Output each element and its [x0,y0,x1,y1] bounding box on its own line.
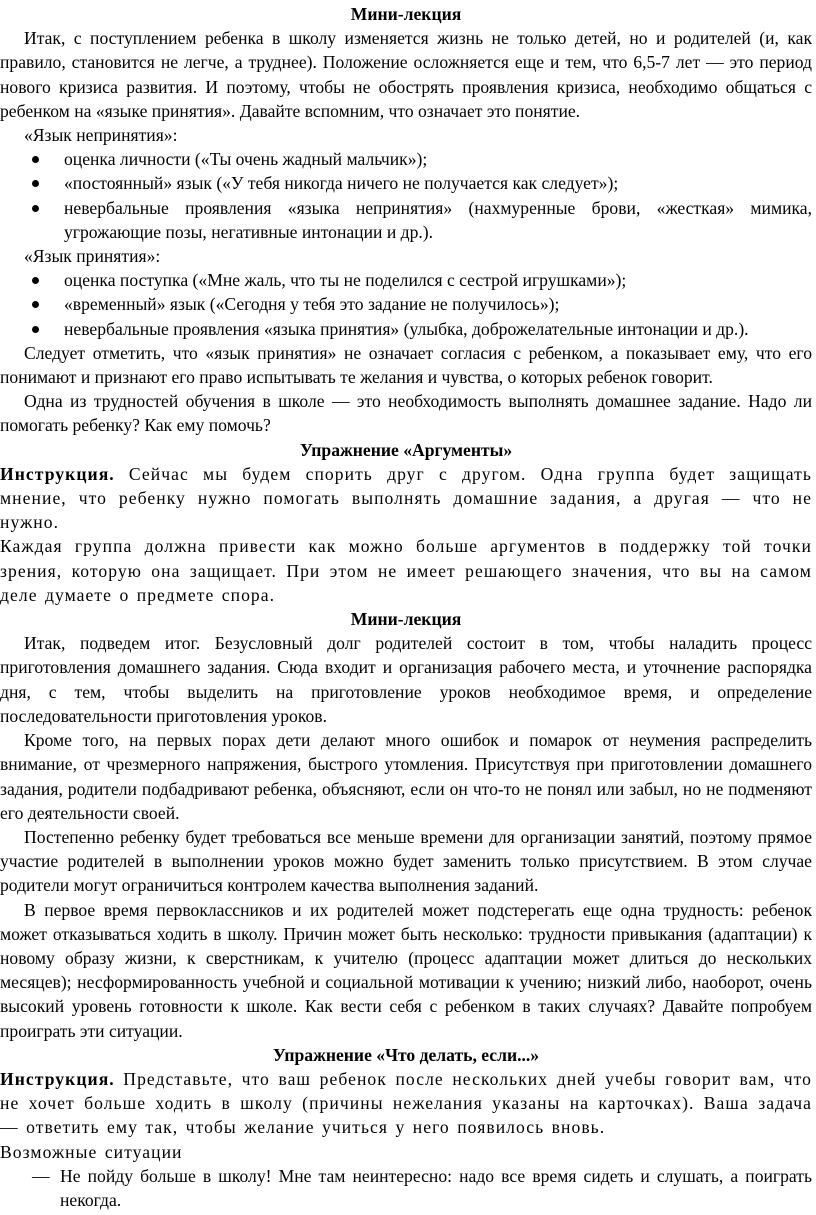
instruction-label: Инструкция. [0,1068,115,1089]
paragraph-acceptance-note: Следует отметить, что «язык принятия» не означает согласия с ребенком, а показывает ему, что его понимают и признают его право испытывать те желания и чувства, о которых ребенок говорит. [0,342,812,388]
section-heading-mini-lecture-1: Мини-лекция [350,4,462,24]
instruction-text: Представьте, что ваш ребенок после нескольких дней учебы говорит вам, что не хочет больше ходить в школу (причины нежелания указаны на карточках). Ваша задача — ответить ему так, чтобы желание учиться у него появилось вновь. [0,1068,812,1138]
section-heading-what-if-exercise: Упражнение «Что делать, если...» [272,1044,540,1065]
bullet-icon [32,180,39,187]
paragraph-early-mistakes: Кроме того, на первых порах дети делают много ошибок и помарок от неумения распределить внимание, от чрезмерного напряжения, быстрого утомления. Присутствуя при приготовлении домашнего задания, родители подбадривают ребенка, объясняют, если он что-то не понял или забыл, но не подменяют его деятельности своей. [0,730,812,823]
list-item: невербальные проявления «языка принятия» (улыбка, доброжелательные интонации и др.). [0,317,812,341]
bullet-icon [32,156,39,163]
section-heading-arguments-exercise: Упражнение «Аргументы» [299,439,513,460]
situations-label: Возможные ситуации [0,1141,183,1162]
section-heading-mini-lecture-2: Мини-лекция [350,609,462,630]
paragraph-school-refusal: В первое время первоклассников и их родителей может подстерегать еще одна трудность: ребенок может отказываться ходить в школу. Причин может быть несколько: трудности привыкания (адаптации) к новому образу жизни, к сверстникам, к учителю (процесс адаптации может длиться до нескольких месяцев); несформированность учебной и социальной мотивации к учению; низкий либо, наоборот, очень высокий уровень готовности к школе. Как вести себя с ребенком в таких случаях? Давайте попробуем проиграть эти ситуации. [0,899,812,1041]
list-item: «временный» язык («Сегодня у тебя это задание не получилось»); [0,292,812,316]
situation-item [0,1164,812,1212]
bullet-icon [32,326,39,333]
instruction-label: Инструкция. [0,463,115,484]
paragraph-summary: Итак, подведем итог. Безусловный долг родителей состоит в том, чтобы наладить процесс приготовления домашнего задания. Сюда входит и организация рабочего места, и уточнение распорядка дня, с тем, чтобы выделить на приготовление уроков необходимое время, и определение последовательности приготовления уроков. [0,633,812,726]
instruction-text: Сейчас мы будем спорить друг с другом. Одна группа будет защищать мнение, что ребенку нужно помогать выполнять домашние задания, а другая — что не нужно. [0,463,812,533]
paragraph-homework-question: Одна из трудностей обучения в школе — это необходимость выполнять домашнее задание. Надо ли помогать ребенку? Как ему помочь? [0,391,812,436]
bullet-icon [32,205,39,212]
paragraph-gradual-independence: Постепенно ребенку будет требоваться все меньше времени для организации занятий, поэтому прямое участие родителей в выполнении уроков можно будет заменить только присутствием. В этом случае родители могут ограничиться контролем качества выполнения заданий. [0,826,812,896]
acceptance-label: «Язык принятия»: [24,246,161,267]
bullet-icon [32,301,39,308]
instruction-arguments [0,462,812,535]
list-item: невербальные проявления «языка непринятия» (нахмуренные брови, «жесткая» мимика, угрожающие позы, негативные интонации и др.). [0,196,812,244]
list-item: оценка личности («Ты очень жадный мальчик»); [0,147,812,171]
list-item: «постоянный» язык («У тебя никогда ничего не получается как следует»); [0,171,812,195]
acceptance-list [0,268,812,341]
non-acceptance-label: «Язык непринятия»: [24,125,178,146]
instruction-what-if [0,1067,812,1140]
paragraph-intro: Итак, с поступлением ребенка в школу изменяется жизнь не только детей, но и родителей (и, как правило, становится не легче, а труднее). Положение осложняется еще и тем, что 6,5-7 лет — это период нового кризиса развития. И поэтому, чтобы не обострять проявления кризиса, необходимо общаться с ребенком на «языке принятия». Давайте вспомним, что означает это понятие. [0,28,812,121]
bullet-icon [32,277,39,284]
situation-text: Не пойду больше в школу! Мне там неинтересно: надо все время сидеть и слушать, а поиграть некогда. [60,1165,812,1210]
paragraph-arguments-rules: Каждая группа должна привести как можно больше аргументов в поддержку той точки зрения, которую она защищает. При этом не имеет решающего значения, что вы на самом деле думаете о предмете спора. [0,536,812,605]
non-acceptance-list [0,147,812,244]
list-item: оценка поступка («Мне жаль, что ты не поделился с сестрой игрушками»); [0,268,812,292]
dash-marker: — [32,1165,50,1186]
